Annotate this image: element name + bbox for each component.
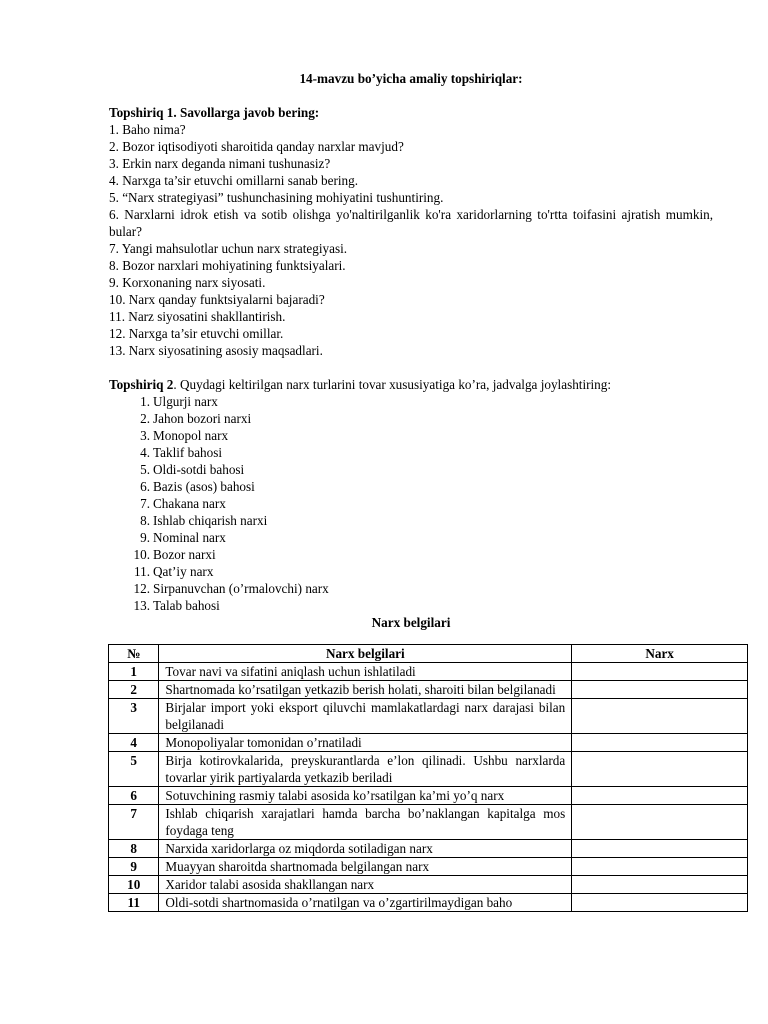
list-item: 10. Bozor narxi xyxy=(133,547,216,562)
price-cell[interactable] xyxy=(572,840,748,858)
task2-heading: Topshiriq 2. Quydagi keltirilgan narx turlarini tovar xususiyatiga ko’ra, jadvalga joylashtiring: xyxy=(109,377,612,392)
task1-heading: Topshiriq 1. Savollarga javob bering: xyxy=(109,105,320,120)
question-item: 3. Erkin narx deganda nimani tushunasiz? xyxy=(109,156,331,171)
question-item: 1. Baho nima? xyxy=(109,122,186,137)
question-item: 9. Korxonaning narx siyosati. xyxy=(109,275,266,290)
question-item: 6. Narxlarni idrok etish va sotib olishga yo'naltirilganlik ko'ra xaridorlarning to'rtta toifasini ajratish mumkin, bular? xyxy=(109,207,713,239)
list-item: 4. Taklif bahosi xyxy=(140,445,223,460)
table-row: 10 Xaridor talabi asosida shakllangan narx xyxy=(109,876,748,894)
column-header-price: Narx xyxy=(572,645,748,663)
table-row: 2 Shartnomada ko’rsatilgan yetkazib berish holati, sharoiti bilan belgilanadi xyxy=(109,681,748,699)
list-item: 3. Monopol narx xyxy=(140,428,229,443)
question-item: 5. “Narx strategiyasi” tushunchasining mohiyatini tushuntiring. xyxy=(109,190,444,205)
list-item: 2. Jahon bozori narxi xyxy=(140,411,252,426)
price-cell[interactable] xyxy=(572,699,748,734)
table-row: 7 Ishlab chiqarish xarajatlari hamda barcha bo’naklangan kapitalga mos foydaga teng xyxy=(109,805,748,840)
page-title: 14-mavzu bo’yicha amaliy topshiriqlar: xyxy=(299,71,523,86)
task1-question-list xyxy=(109,121,713,359)
column-header-number: № xyxy=(109,645,159,663)
price-cell[interactable] xyxy=(572,752,748,787)
question-item: 4. Narxga ta’sir etuvchi omillarni sanab bering. xyxy=(109,173,359,188)
list-item: 7. Chakana narx xyxy=(140,496,226,511)
table-row: 4 Monopoliyalar tomonidan o’rnatiladi xyxy=(109,734,748,752)
table-row: 5 Birja kotirovkalarida, preyskurantlarda e’lon qilinadi. Ushbu narxlarda tovarlar yirik partiyalarda yetkazib beriladi xyxy=(109,752,748,787)
price-cell[interactable] xyxy=(572,663,748,681)
question-item: 8. Bozor narxlari mohiyatining funktsiyalari. xyxy=(109,258,346,273)
task2-price-type-list xyxy=(109,393,713,614)
table-row: 6 Sotuvchining rasmiy talabi asosida ko’rsatilgan ka’mi yo’q narx xyxy=(109,787,748,805)
price-cell[interactable] xyxy=(572,876,748,894)
price-cell[interactable] xyxy=(572,681,748,699)
list-item: 5. Oldi-sotdi bahosi xyxy=(140,462,245,477)
question-item: 12. Narxga ta’sir etuvchi omillar. xyxy=(109,326,284,341)
table-row: 11 Oldi-sotdi shartnomasida o’rnatilgan va o’zgartirilmaydigan baho xyxy=(109,894,748,912)
price-features-table xyxy=(108,644,748,912)
list-item: 9. Nominal narx xyxy=(140,530,226,545)
table-row: 3 Birjalar import yoki eksport qiluvchi mamlakatlardagi narx darajasi bilan belgilanadi xyxy=(109,699,748,734)
price-cell[interactable] xyxy=(572,787,748,805)
question-item: 13. Narx siyosatining asosiy maqsadlari. xyxy=(109,343,323,358)
question-item: 10. Narx qanday funktsiyalarni bajaradi? xyxy=(109,292,325,307)
table-row: 9 Muayyan sharoitda shartnomada belgilangan narx xyxy=(109,858,748,876)
price-cell[interactable] xyxy=(572,858,748,876)
question-item: 11. Narz siyosatini shakllantirish. xyxy=(109,309,286,324)
price-cell[interactable] xyxy=(572,894,748,912)
list-item: 8. Ishlab chiqarish narxi xyxy=(140,513,268,528)
list-item: 12. Sirpanuvchan (o’rmalovchi) narx xyxy=(133,581,329,596)
list-item: 6. Bazis (asos) bahosi xyxy=(140,479,255,494)
price-cell[interactable] xyxy=(572,805,748,840)
column-header-features: Narx belgilari xyxy=(159,645,572,663)
table-header-row xyxy=(109,645,748,663)
question-item: 2. Bozor iqtisodiyoti sharoitida qanday narxlar mavjud? xyxy=(109,139,404,154)
table-row: 8 Narxida xaridorlarga oz miqdorda sotiladigan narx xyxy=(109,840,748,858)
price-cell[interactable] xyxy=(572,734,748,752)
table-title: Narx belgilari xyxy=(371,615,451,630)
table-row: 1 Tovar navi va sifatini aniqlash uchun ishlatiladi xyxy=(109,663,748,681)
list-item: 13. Talab bahosi xyxy=(133,598,220,613)
list-item: 1. Ulgurji narx xyxy=(140,394,218,409)
document-page xyxy=(109,70,713,912)
question-item: 7. Yangi mahsulotlar uchun narx strategiyasi. xyxy=(109,241,348,256)
list-item: 11. Qat’iy narx xyxy=(134,564,214,579)
